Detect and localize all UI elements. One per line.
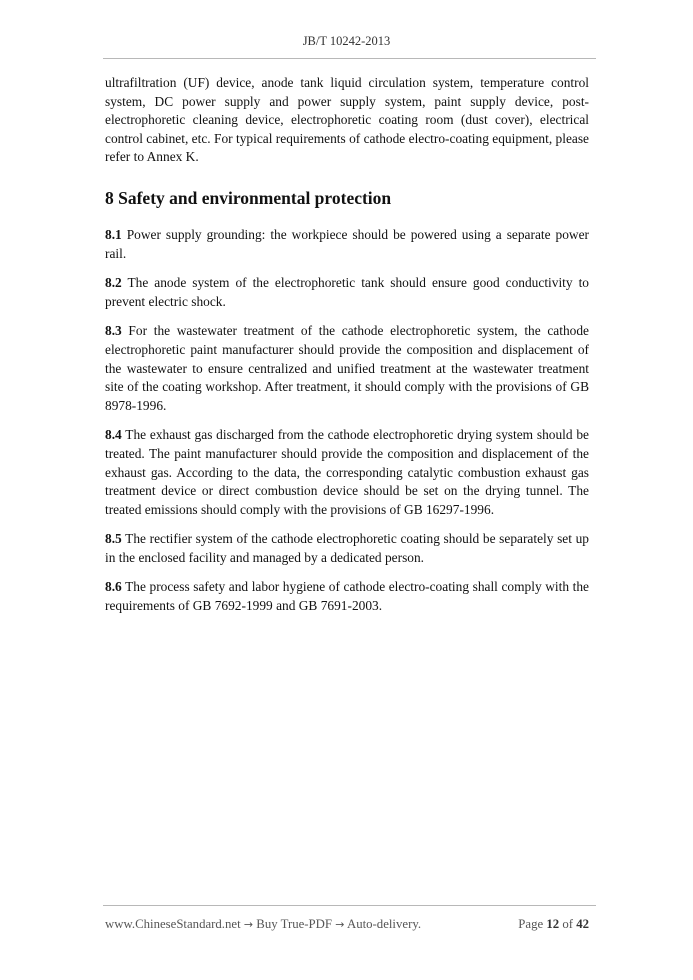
- page-number: [518, 917, 589, 932]
- clause-number: 8.2: [105, 275, 122, 291]
- footer-promo: [105, 917, 421, 932]
- page-body: [105, 74, 589, 616]
- clause-8-2: [105, 274, 589, 311]
- clause-text: The exhaust gas discharged from the cathode electrophoretic drying system should be treated. The paint manufacturer should provide the composition and displacement of the exhaust gas. According to the data, the corresponding catalytic combustion exhaust gas treatment device or direct combustion device should be set on the drying tunnel. The treated emissions should comply with the provisions of GB 16297-1996.: [105, 427, 589, 517]
- page-current: 12: [546, 917, 560, 931]
- clause-text: The process safety and labor hygiene of cathode electro-coating shall comply with the requirements of GB 7692-1999 and GB 7691-2003.: [105, 579, 589, 614]
- page-total: 42: [576, 917, 589, 931]
- clause-number: 8.6: [105, 579, 122, 595]
- clause-number: 8.1: [105, 226, 122, 242]
- intro-paragraph: ultrafiltration (UF) device, anode tank liquid circulation system, temperature control system, DC power supply and power supply system, paint supply device, post-electrophoretic cleaning device, electrophoretic coating room (dust cover), electrical control cabinet, etc. For typical requirements of cathode electro-coating equipment, please refer to Annex K.: [105, 75, 589, 165]
- clause-text: The anode system of the electrophoretic tank should ensure good conductivity to prevent electric shock.: [105, 275, 589, 309]
- footer-divider: [103, 905, 596, 906]
- header-divider: [103, 58, 596, 59]
- clause-8-1: [105, 226, 589, 263]
- clause-8-3: [105, 322, 589, 415]
- clause-8-6: [105, 578, 589, 615]
- clause-number: 8.3: [105, 323, 122, 339]
- clause-text: For the wastewater treatment of the cathode electrophoretic system, the cathode electrophoretic paint manufacturer should provide the composition and displacement of the wastewater to ensure centralized and unified treatment at the wastewater treatment site of the coating workshop. After treatment, it should comply with the provisions of GB 8978-1996.: [105, 323, 589, 413]
- site-link[interactable]: www.ChineseStandard.net: [105, 917, 241, 931]
- clause-text: The rectifier system of the cathode electrophoretic coating should be separately set up in the enclosed facility and managed by a dedicated person.: [105, 531, 589, 565]
- buy-true-pdf-link[interactable]: Buy True-PDF: [253, 917, 336, 931]
- clause-text: Power supply grounding: the workpiece should be powered using a separate power rail.: [105, 226, 589, 261]
- arrow-right-icon: →: [335, 918, 345, 931]
- document-id: JB/T 10242-2013: [302, 34, 391, 48]
- arrow-right-icon: →: [243, 918, 254, 931]
- clause-number: 8.5: [105, 531, 122, 547]
- clause-8-4: [105, 426, 589, 519]
- clause-number: 8.4: [105, 427, 122, 443]
- clause-8-5: [105, 530, 589, 567]
- page-header: [0, 34, 693, 49]
- section-heading: 8 Safety and environmental protection: [105, 187, 392, 208]
- page-of-label: of: [559, 917, 577, 931]
- page-label: Page: [518, 917, 547, 931]
- auto-delivery-text: Auto-delivery.: [344, 917, 422, 931]
